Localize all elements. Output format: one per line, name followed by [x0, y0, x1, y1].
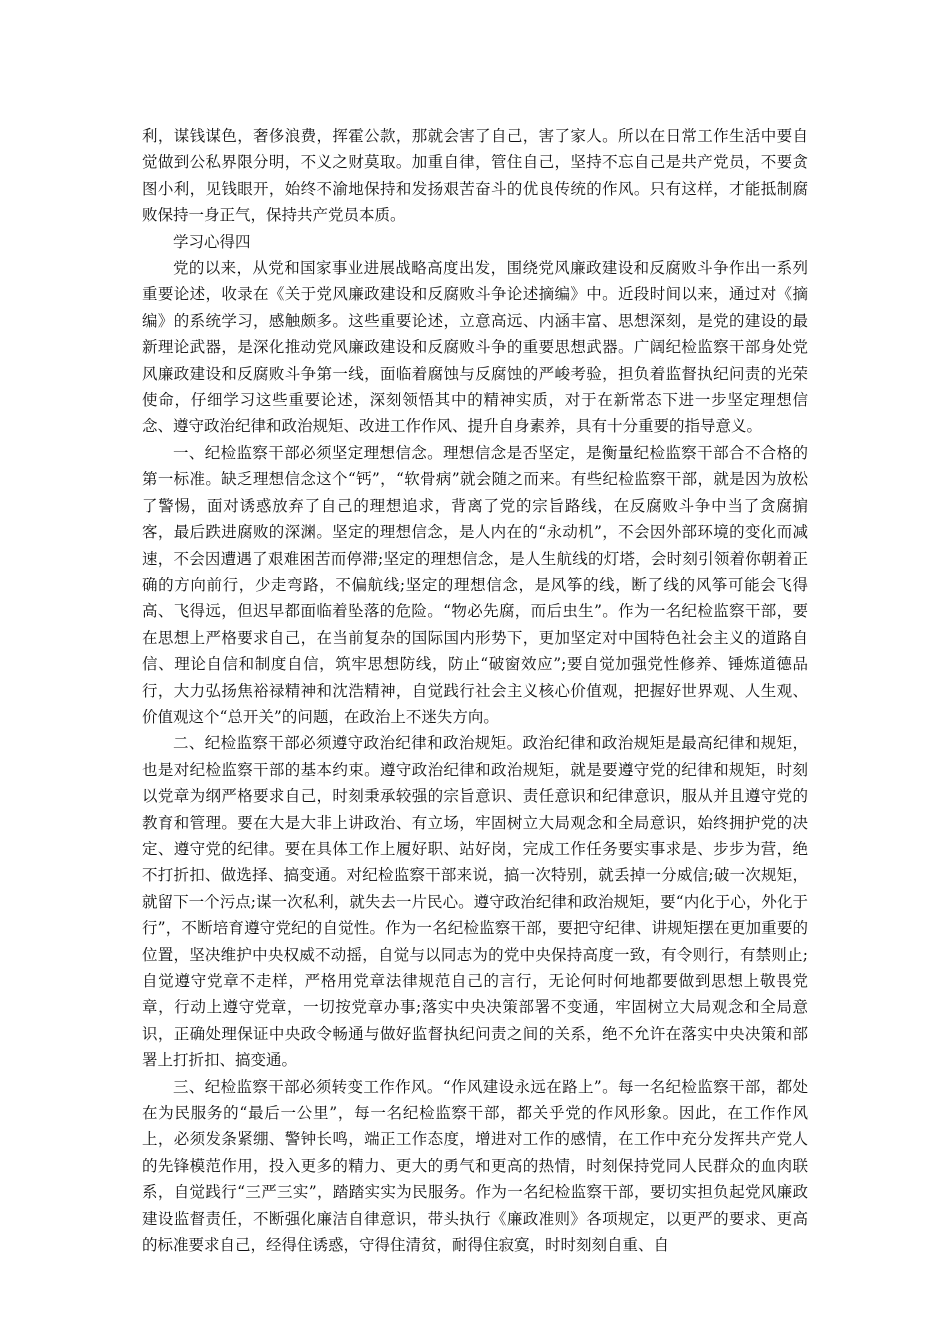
section-heading: 学习心得四 [173, 232, 251, 251]
paragraph-continued: 利，谋钱谋色，奢侈浪费，挥霍公款，那就会害了自己，害了家人。所以在日常工作生活中要自觉做到公私界限分明，不义之财莫取。加重自律，管住自己，坚持不忘自己是共产党员，不要贪图小利，见钱眼开，始终不渝地保持和发扬艰苦奋斗的优良传统的作风。只有这样，才能抵制腐败保持一身正气，保持共产党员本质。 [142, 127, 808, 225]
paragraph-intro: 党的以来，从党和国家事业进展战略高度出发，围绕党风廉政建设和反腐败斗争作出一系列重要论述，收录在《关于党风廉政建设和反腐败斗争论述摘编》中。近段时间以来，通过对《摘编》的系统学习，感触颇多。这些重要论述，立意高远、内涵丰富、思想深刻，是党的建设的最新理论武器，是深化推动党风廉政建设和反腐败斗争的重要思想武器。广阔纪检监察干部身处党风廉政建设和反腐败斗争第一线，面临着腐蚀与反腐蚀的严峻考验，担负着监督执纪问责的光荣使命，仔细学习这些重要论述，深刻领悟其中的精神实质，对于在新常态下进一步坚定理想信念、遵守政治纪律和政治规矩、改进工作作风、提升自身素养，具有十分重要的指导意义。 [142, 259, 808, 436]
paragraph-point-three: 三、纪检监察干部必须转变工作作风。“作风建设永远在路上”。每一名纪检监察干部，都处在为民服务的“最后一公里”，每一名纪检监察干部，都关乎党的作风形象。因此，在工作作风上，必须发条紧绷、警钟长鸣，端正工作态度，增进对工作的感情，在工作中充分发挥共产党人的先锋模范作用，投入更多的精力、更大的勇气和更高的热情，时刻保持党同人民群众的血肉联系，自觉践行“三严三实”，踏踏实实为民服务。作为一名纪检监察干部，要切实担负起党风廉政建设监督责任，不断强化廉洁自律意识，带头执行《廉政准则》各项规定，以更严的要求、更高的标准要求自己，经得住诱惑，守得住清贫，耐得住寂寞，时时刻刻自重、自 [142, 1077, 808, 1255]
paragraph-point-two: 二、纪检监察干部必须遵守政治纪律和政治规矩。政治纪律和政治规矩是最高纪律和规矩，也是对纪检监察干部的基本约束。遵守政治纪律和政治规矩，就是要遵守党的纪律和规矩，时刻以党章为纲严格要求自己，时刻秉承较强的宗旨意识、责任意识和纪律意识，服从并且遵守党的教育和管理。要在大是大非上讲政治、有立场，牢固树立大局观念和全局意识，始终拥护党的决定、遵守党的纪律。要在具体工作上履好职、站好岗，完成工作任务要实事求是、步步为营，绝不打折扣、做选择、搞变通。对纪检监察干部来说，搞一次特别，就丢掉一分威信;破一次规矩，就留下一个污点;谋一次私利，就失去一片民心。遵守政治纪律和政治规矩，要“内化于心，外化于行”，不断培育遵守党纪的自觉性。作为一名纪检监察干部，要把守纪律、讲规矩摆在更加重要的位置，坚决维护中央权威不动摇，自觉与以同志为的党中央保持高度一致，有令则行，有禁则止;自觉遵守党章不走样，严格用党章法律规范自己的言行，无论何时何地都要做到思想上敬畏党章，行动上遵守党章，一切按党章办事;落实中央决策部署不变通，牢固树立大局观念和全局意识，正确处理保证中央政令畅通与做好监督执纪问责之间的关系，绝不允许在落实中央决策和部署上打折扣、搞变通。 [142, 734, 808, 1070]
document-body [142, 123, 808, 1258]
paragraph-point-one: 一、纪检监察干部必须坚定理想信念。理想信念是否坚定，是衡量纪检监察干部合不合格的第一标准。缺乏理想信念这个“钙”，“软骨病”就会随之而来。有些纪检监察干部，就是因为放松了警惕，面对诱惑放弃了自己的理想追求，背离了党的宗旨路线，在反腐败斗争中当了贪腐掮客，最后跌进腐败的深渊。坚定的理想信念，是人内在的“永动机”，不会因外部环境的变化而减速，不会因遭遇了艰难困苦而停滞;坚定的理想信念，是人生航线的灯塔，会时刻引领着你朝着正确的方向前行，少走弯路，不偏航线;坚定的理想信念，是风筝的线，断了线的风筝可能会飞得高、飞得远，但迟早都面临着坠落的危险。“物必先腐，而后虫生”。作为一名纪检监察干部，要在思想上严格要求自己，在当前复杂的国际国内形势下，更加坚定对中国特色社会主义的道路自信、理论自信和制度自信，筑牢思想防线，防止“破窗效应”;要自觉加强党性修养、锤炼道德品行，大力弘扬焦裕禄精神和沈浩精神，自觉践行社会主义核心价值观，把握好世界观、人生观、价值观这个“总开关”的问题，在政治上不迷失方向。 [142, 443, 808, 726]
